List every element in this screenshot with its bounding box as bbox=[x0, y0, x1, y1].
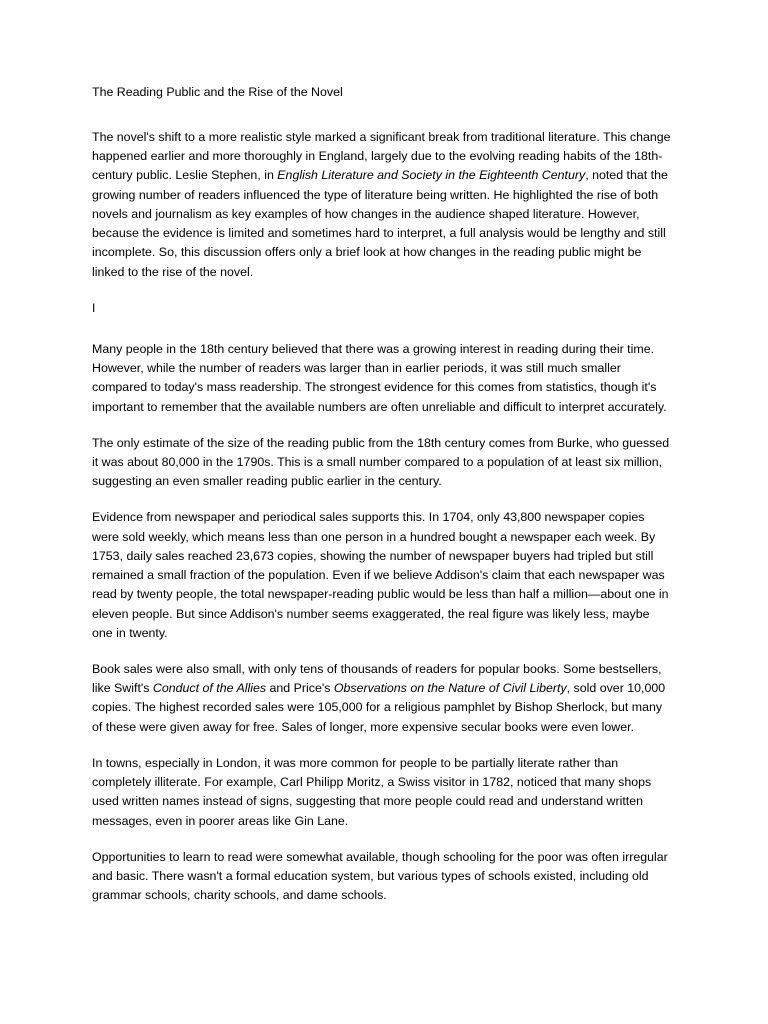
text-run: Many people in the 18th century believed that there was a growing interest in reading during their time. However, while the number of readers was larger than in earlier periods, it was still much smaller compared to today's mass readership. The strongest evidence for this comes from statistics, though it's important to remember that the available numbers are often unreliable and difficult to interpret accurately. bbox=[92, 341, 667, 414]
text-run: and Price's bbox=[266, 681, 334, 696]
text-run: Opportunities to learn to read were somewhat available, though schooling for the poor was often irregular and basic. There wasn't a formal education system, but various types of schools existed, including old grammar schools, charity schools, and dame schools. bbox=[92, 849, 668, 903]
italic-title: Conduct of the Allies bbox=[152, 681, 267, 696]
paragraph-p5 bbox=[92, 754, 673, 831]
text-run: Book sales were also small, with only tens of thousands of readers for popular books. Some bestsellers, like Swift's bbox=[92, 662, 662, 696]
paragraph-p6 bbox=[92, 848, 673, 906]
paragraph-p2 bbox=[92, 434, 673, 492]
text-run: The only estimate of the size of the reading public from the 18th century comes from Burke, who guessed it was about 80,000 in the 1790s. This is a small number compared to a population of at least six million, suggesting an even smaller reading public earlier in the century. bbox=[92, 435, 670, 489]
italic-title: Observations on the Nature of Civil Liberty bbox=[333, 681, 567, 696]
text-run: , sold over 10,000 copies. The highest recorded sales were 105,000 for a religious pamphlet by Bishop Sherlock, but many of these were given away for free. Sales of longer, more expensive secular books were even lower. bbox=[92, 681, 666, 734]
section-marker: I bbox=[92, 300, 96, 315]
paragraph-intro bbox=[92, 128, 673, 282]
text-run: , noted that the growing number of readers influenced the type of literature being written. He highlighted the rise of both novels and journalism as key examples of how changes in the audience shaped literature. However, because the evidence is limited and sometimes hard to interpret, a full analysis would be lengthy and still incomplete. So, this discussion offers only a brief look at how changes in the reading public might be linked to the rise of the novel. bbox=[92, 168, 668, 279]
paragraph-p1 bbox=[92, 340, 673, 417]
text-run: In towns, especially in London, it was more common for people to be partially literate rather than completely illiterate. For example, Carl Philipp Moritz, a Swiss visitor in 1782, noticed that many shops used written names instead of signs, suggesting that more people could read and understand written messages, even in poorer areas like Gin Lane. bbox=[92, 755, 652, 828]
italic-title: English Literature and Society in the Eighteenth Century bbox=[277, 168, 586, 183]
paragraph-p3 bbox=[92, 508, 673, 643]
text-run: Evidence from newspaper and periodical sales supports this. In 1704, only 43,800 newspaper copies were sold weekly, which means less than one person in a hundred bought a newspaper each week. By 1753, daily sales reached 23,673 copies, showing the number of newspaper buyers had tripled but still remained a small fraction of the population. Even if we believe Addison's claim that each newspaper was read by twenty people, the total newspaper-reading public would be less than half a million—about one in eleven people. But since Addison's number seems exaggerated, the real figure was likely less, maybe one in twenty. bbox=[92, 510, 669, 640]
page-title: The Reading Public and the Rise of the Novel bbox=[92, 85, 343, 99]
text-run: The novel's shift to a more realistic style marked a significant break from traditional literature. This change happened earlier and more thoroughly in England, largely due to the evolving reading habits of the 18th-century public. Leslie Stephen, in bbox=[92, 129, 671, 183]
paragraph-p4 bbox=[92, 660, 673, 737]
